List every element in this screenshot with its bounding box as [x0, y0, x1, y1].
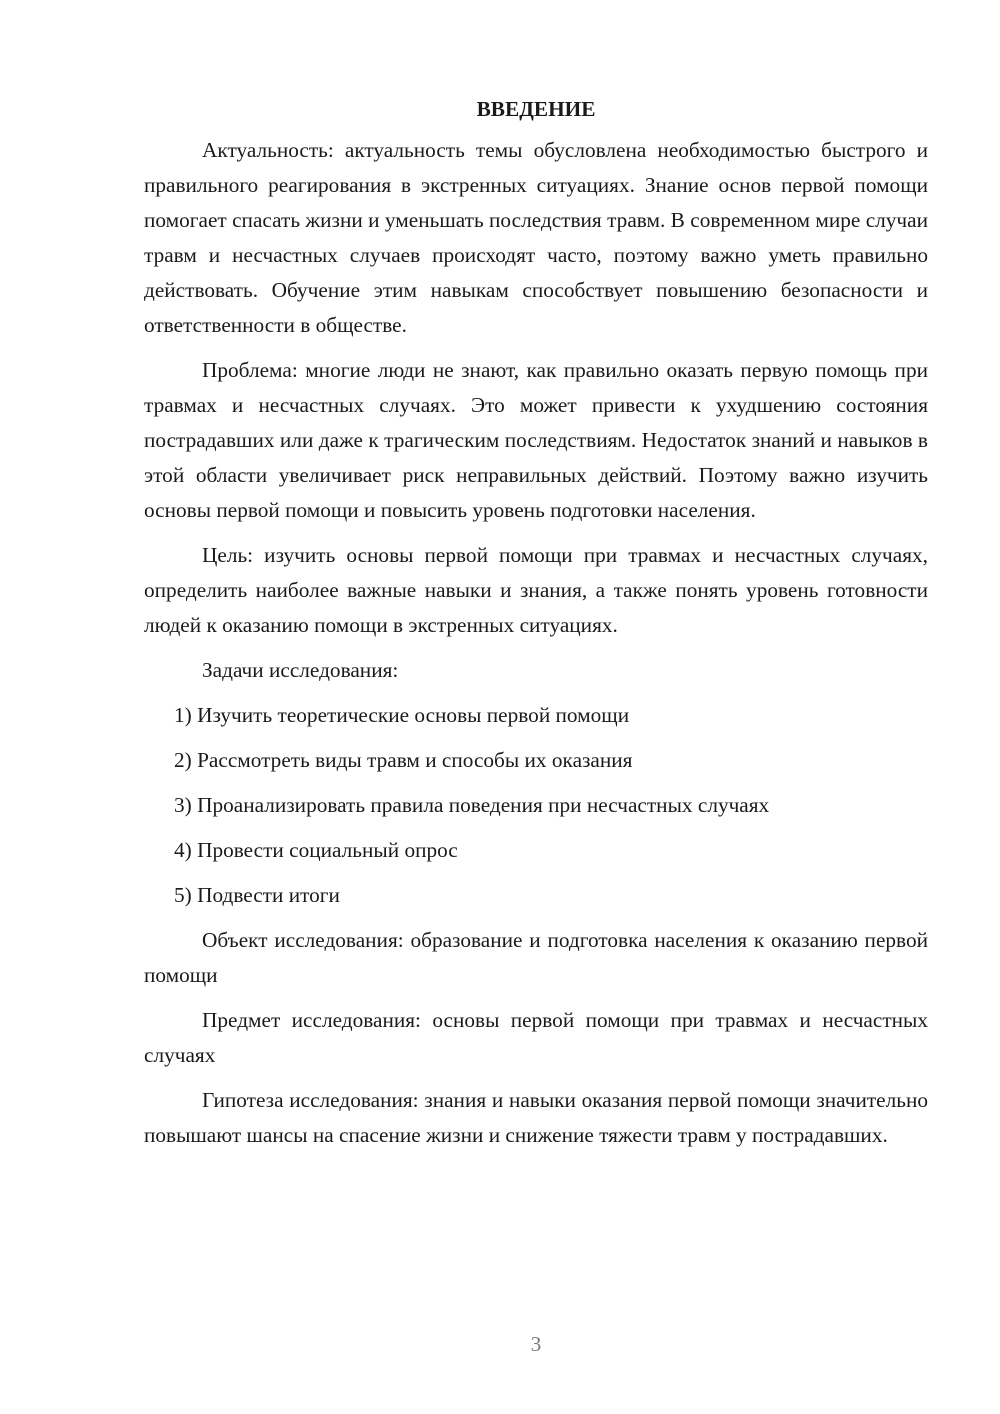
page-content — [144, 92, 928, 1163]
relevance-paragraph: Актуальность: актуальность темы обусловлена необходимостью быстрого и правильного реагирования в экстренных ситуациях. Знание основ первой помощи помогает спасать жизни и уменьшать последствия травм. В современном мире случаи травм и несчастных случаев происходят часто, поэтому важно уметь правильно действовать. Обучение этим навыкам способствует повышению безопасности и ответственности в обществе. — [144, 138, 928, 337]
goal-paragraph: Цель: изучить основы первой помощи при травмах и несчастных случаях, определить наиболее важные навыки и знания, а также понять уровень готовности людей к оказанию помощи в экстренных ситуациях. — [144, 543, 928, 637]
problem-paragraph: Проблема: многие люди не знают, как правильно оказать первую помощь при травмах и несчастных случаях. Это может привести к ухудшению состояния пострадавших или даже к трагическим последствиям. Недостаток знаний и навыков в этой области увеличивает риск неправильных действий. Поэтому важно изучить основы первой помощи и повысить уровень подготовки населения. — [144, 358, 928, 522]
tasks-heading: Задачи исследования: — [202, 658, 399, 682]
list-item: 5) Подвести итоги — [174, 883, 340, 907]
page-title: ВВЕДЕНИЕ — [476, 97, 596, 121]
tasks-list — [144, 698, 928, 913]
list-item: 1) Изучить теоретические основы первой помощи — [174, 703, 630, 727]
page-number: 3 — [530, 1332, 542, 1356]
object-paragraph: Объект исследования: образование и подготовка населения к оказанию первой помощи — [144, 928, 928, 987]
hypothesis-paragraph: Гипотеза исследования: знания и навыки оказания первой помощи значительно повышают шансы на спасение жизни и снижение тяжести травм у пострадавших. — [144, 1088, 928, 1147]
list-item: 3) Проанализировать правила поведения при несчастных случаях — [174, 793, 770, 817]
list-item: 2) Рассмотреть виды травм и способы их оказания — [174, 748, 633, 772]
list-item: 4) Провести социальный опрос — [174, 838, 458, 862]
subject-paragraph: Предмет исследования: основы первой помощи при травмах и несчастных случаях — [144, 1008, 928, 1067]
